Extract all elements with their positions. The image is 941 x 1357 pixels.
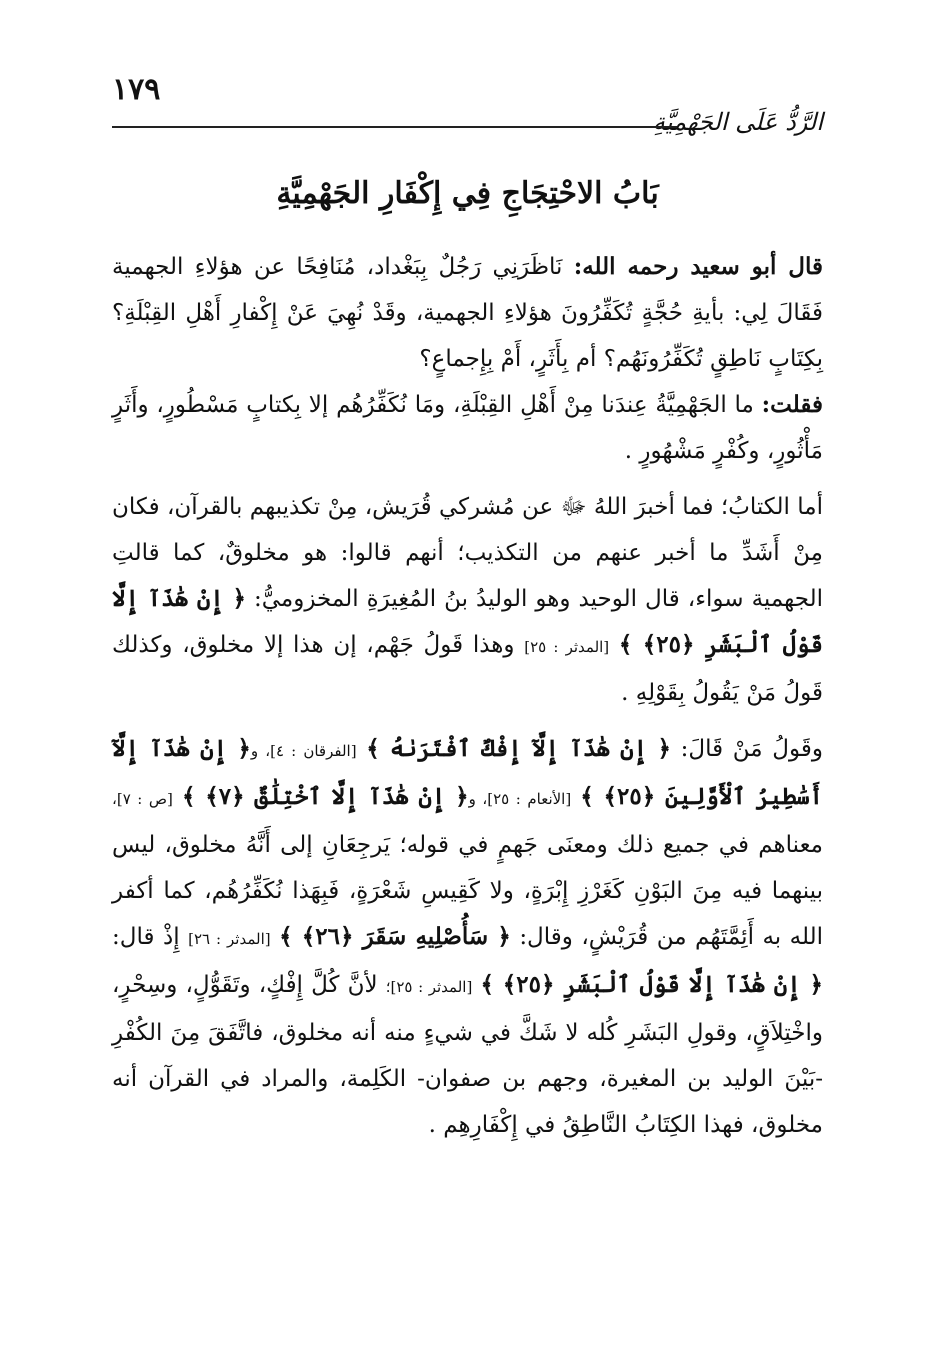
paragraph-text: وهذا قَولُ جَهْم، إن هذا إلا مخلوق، وكذلك قَولُ مَنْ يَقُولُ بِقَوْلِهِ . bbox=[112, 632, 823, 706]
verse-reference: [ص : ٧]، bbox=[112, 790, 173, 808]
paragraph-2 bbox=[112, 382, 823, 474]
verse-reference: [المدثر : ٢٥] bbox=[524, 638, 610, 656]
page-number: ١٧٩ bbox=[112, 72, 161, 107]
paragraph-text: ما الجَهْمِيَّةُ عِندَنا مِنْ أَهْلِ القِبْلَةِ، ومَا نُكَفِّرُهُم إلا بِكتابٍ مَسْطُورٍ، وأَثَرٍ مَأْثُورٍ، وكُفْرٍ مَشْهُورٍ . bbox=[112, 392, 823, 464]
quran-verse: ﴿ إِنْ هَٰذَآ إِلَّا قَوْلُ ٱلْبَشَرِ ﴿٢٥﴾ ﴾ bbox=[112, 585, 824, 658]
quran-verse: ﴿ إِنْ هَٰذَآ إِلَّا قَوْلُ ٱلْبَشَرِ ﴿٢٥﴾ ﴾ bbox=[480, 971, 824, 998]
paragraph-4 bbox=[112, 726, 823, 1148]
header-rule bbox=[112, 126, 677, 128]
paragraph-text: معناهم في جميع ذلك ومعنَى جَهمٍ في قوله؛ يَرجِعَانِ إلى أَنَّهُ مخلوق، ليس بينهما فيه مِنَ البَوْنِ كَغَرْزِ إِبْرَةٍ، ولا كَقِيسِ شَعْرَةٍ، فَبِهَذا نُكَفِّرُهُم، كما أكفر الله به أَئِمَّتَهُم من قُرَيْشٍ، وقال: bbox=[112, 832, 824, 950]
paragraph-text: أما الكتابُ؛ فما أخبرَ اللهُ ﷻ عن مُشركي قُرَيش، مِنْ تكذيبهم بالقرآن، فكان مِنْ أَشَدِّ ما أخبر عنهم من التكذيب؛ أنهم قالوا: هو مخلوقٌ، كما قالتِ الجهمية سواء، قال الوحيد وهو الوليدُ بنُ المُغِيرَةِ المخزوميُّ: bbox=[112, 494, 824, 612]
paragraph-text: وقَولُ مَنْ قَالَ: bbox=[680, 736, 823, 762]
paragraph-text: إِذْ قال: bbox=[112, 924, 180, 950]
quran-verse: ﴿ سَأُصْلِيهِ سَقَرَ ﴿٢٦﴾ ﴾ bbox=[279, 923, 511, 950]
chapter-title: بَابُ الاحْتِجَاجِ فِي إِكْفَارِ الجَهْمِيَّةِ bbox=[276, 176, 659, 211]
verse-reference: [الفرقان : ٤]، و bbox=[250, 742, 357, 760]
verse-reference: [الأنعام : ٢٥]، و bbox=[468, 790, 572, 808]
body-text bbox=[112, 244, 823, 1148]
verse-reference: [المدثر : ٢٥]؛ bbox=[385, 978, 473, 996]
paragraph-3 bbox=[112, 484, 823, 716]
quran-verse: ﴿ إِنْ هَٰذَآ إِلَّا ٱخْتِلَٰقٌ ﴿٧﴾ ﴾ bbox=[181, 783, 469, 810]
verse-reference: [المدثر : ٢٦] bbox=[188, 930, 271, 948]
paragraph-lead: قال أبو سعيد رحمه الله: bbox=[573, 253, 824, 280]
paragraph-lead: فقلت: bbox=[761, 391, 823, 418]
paragraph-text: لأنَّ كُلَّ إِفْكٍ، وتَقَوُّلٍ، وسِحْرٍ، واخْتِلاَقٍ، وقولِ البَشَرِ كُله لا شَكَّ في شيءٍ منه أنه مخلوق، فاتَّفَقَ مِنَ الكُفْرِ -بَيْنَ الوليد بن المغيرة، وجهم بن صفوان- الكَلِمة، والمراد في القرآن أنه مخلوق، فهذا الكِتَابُ النَّاطِقُ في إِكْفَارِهِم . bbox=[112, 972, 823, 1138]
quran-verse: ﴿ إِنْ هَٰذَآ إِلَّآ أَسَٰطِيرُ ٱلْأَوَّلِينَ ﴿٢٥﴾ ﴾ bbox=[112, 735, 824, 810]
paragraph-text: نَاظَرَنِي رَجُلٌ بِبَغْداد، مُنَافِحًا عن هؤلاءِ الجهمية فَقَالَ لِي: بأيةِ حُجَّةٍ تُكَفِّرُونَ هؤلاءِ الجهمية، وقَدْ نُهِيَ عَنْ إِكْفارِ أَهْلِ القِبْلَةِ؟ بِكِتَابٍ نَاطِقٍ تُكَفِّرُونَهُم؟ أم بِأَثَرٍ، أَمْ بِإِجماعٍ؟ bbox=[112, 254, 823, 372]
quran-verse: ﴿ إِنْ هَٰذَآ إِلَّآ إِفْكٌ ٱفْتَرَىٰهُ ﴾ bbox=[366, 735, 671, 762]
paragraph-1 bbox=[112, 244, 823, 382]
running-header: الرَّدُّ عَلَى الجَهْمِيَّةِ bbox=[653, 108, 823, 136]
